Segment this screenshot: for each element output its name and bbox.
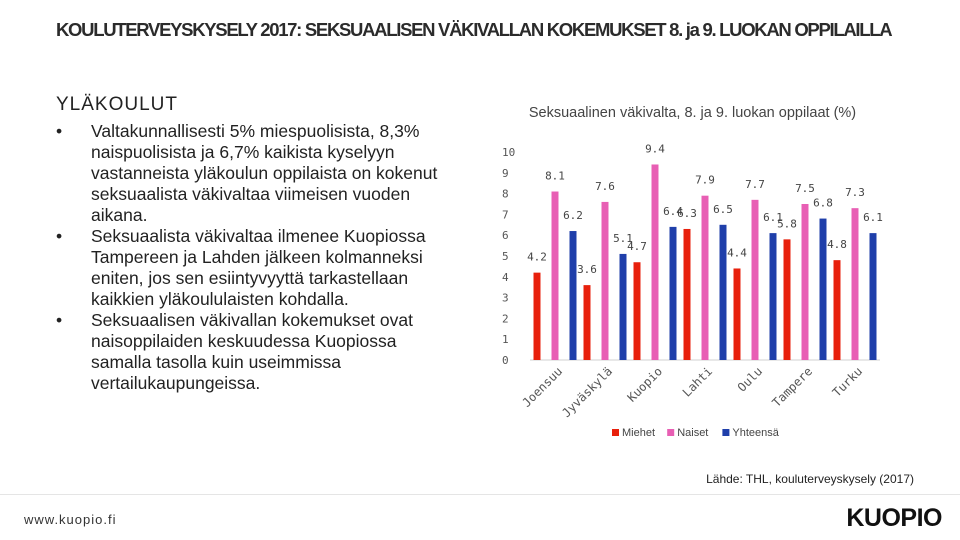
- y-tick-label: 2: [502, 312, 509, 326]
- legend-label: Naiset: [677, 427, 709, 439]
- website-link[interactable]: www.kuopio.fi: [24, 512, 117, 527]
- chart-title: Seksuaalinen väkivalta, 8. ja 9. luokan oppilaat (%): [528, 105, 857, 121]
- bullet-item: [56, 226, 446, 310]
- y-tick-label: 8: [502, 187, 509, 201]
- bullet-item: [56, 310, 446, 394]
- bar-yhteensä: [870, 233, 877, 360]
- y-tick-label: 7: [502, 208, 509, 222]
- data-label: 3.6: [577, 263, 597, 277]
- x-tick-label: Joensuu: [519, 364, 566, 410]
- y-tick-label: 5: [502, 250, 509, 263]
- data-label: 6.5: [713, 202, 733, 216]
- data-label: 6.1: [763, 211, 783, 225]
- x-tick-label: Turku: [829, 364, 866, 400]
- legend-swatch: [667, 429, 674, 436]
- bar-miehet: [534, 273, 541, 360]
- section-heading: YLÄKOULUT: [56, 94, 178, 115]
- data-label: 4.4: [727, 246, 747, 260]
- bar-yhteensä: [570, 231, 577, 360]
- y-tick-label: 3: [502, 291, 509, 305]
- bar-naiset: [752, 200, 759, 360]
- data-label: 6.2: [563, 209, 583, 223]
- bar-miehet: [584, 285, 591, 360]
- bar-naiset: [702, 196, 709, 360]
- bar-naiset: [602, 202, 609, 360]
- bar-naiset: [852, 208, 859, 360]
- bar-miehet: [634, 262, 641, 360]
- footer-divider: [0, 494, 960, 495]
- data-label: 4.7: [627, 240, 647, 254]
- source-note: Lähde: THL, kouluterveyskysely (2017): [706, 472, 914, 486]
- data-label: 4.2: [527, 250, 547, 264]
- bar-naiset: [802, 204, 809, 360]
- data-label: 4.8: [827, 238, 847, 252]
- bar-yhteensä: [670, 227, 677, 360]
- kuopio-logo: KUOPIO: [846, 504, 942, 532]
- bar-chart: [490, 140, 920, 450]
- data-label: 5.1: [613, 231, 633, 245]
- legend-swatch: [722, 429, 729, 436]
- bar-miehet: [784, 239, 791, 360]
- data-label: 8.1: [545, 169, 565, 183]
- bar-yhteensä: [820, 219, 827, 360]
- data-label: 7.7: [745, 177, 765, 191]
- data-label: 6.4: [663, 204, 683, 218]
- bullet-item: [56, 121, 446, 226]
- bar-yhteensä: [720, 225, 727, 360]
- data-label: 6.1: [863, 211, 883, 225]
- x-tick-label: Oulu: [734, 364, 766, 395]
- y-tick-label: 9: [502, 166, 509, 180]
- bullet-marker: •: [56, 226, 63, 246]
- data-label: 6.8: [813, 196, 833, 210]
- y-tick-label: 10: [502, 146, 516, 159]
- y-tick-label: 0: [502, 354, 509, 367]
- x-tick-label: Kuopio: [624, 364, 666, 405]
- y-tick-label: 1: [502, 333, 509, 347]
- x-tick-label: Jyväskylä: [559, 364, 616, 421]
- bar-yhteensä: [770, 233, 777, 360]
- bullet-text: Valtakunnallisesti 5% miespuolisista, 8,3% naispuolisista ja 6,7% kaikista kyselyyn vastanneista yläkoulun oppilaista on kokenut seksuaalista väkivaltaa viimeisen vuoden aikana.: [91, 121, 438, 225]
- bar-naiset: [652, 164, 659, 360]
- bullet-list: [56, 121, 446, 394]
- data-label: 9.4: [645, 142, 665, 156]
- bar-miehet: [684, 229, 691, 360]
- data-label: 7.6: [595, 179, 615, 193]
- page-title: KOULUTERVEYSKYSELY 2017: SEKSUAALISEN VÄKIVALLAN KOKEMUKSET 8. ja 9. LUOKAN OPPILAILLA: [56, 19, 892, 40]
- data-label: 7.3: [845, 186, 865, 200]
- bar-miehet: [834, 260, 841, 360]
- bar-miehet: [734, 268, 741, 360]
- bar-naiset: [552, 192, 559, 360]
- y-tick-label: 4: [502, 270, 509, 284]
- data-label: 7.5: [795, 182, 815, 195]
- legend-label: Miehet: [622, 427, 656, 439]
- bullet-text: Seksuaalisen väkivallan kokemukset ovat naisoppilaiden keskuudessa Kuopiossa samalla tasolla kuin useimmissa vertailukaupungeissa.: [91, 310, 413, 393]
- data-label: 7.9: [695, 173, 715, 187]
- legend-label: Yhteensä: [732, 427, 779, 439]
- y-tick-label: 6: [502, 229, 509, 243]
- bullet-text: Seksuaalista väkivaltaa ilmenee Kuopiossa Tampereen ja Lahden jälkeen kolmanneksi eniten, jos sen esiintyvyyttä tarkastellaan kaikkien yläkoululaisten kohdalla.: [91, 226, 426, 309]
- legend-swatch: [612, 429, 619, 436]
- data-label: 6.3: [677, 206, 697, 220]
- bullet-marker: •: [56, 121, 63, 141]
- data-label: 5.8: [777, 217, 797, 231]
- bar-yhteensä: [620, 254, 627, 360]
- x-tick-label: Tampere: [769, 364, 816, 410]
- bullet-marker: •: [56, 310, 63, 330]
- x-tick-label: Lahti: [679, 364, 716, 400]
